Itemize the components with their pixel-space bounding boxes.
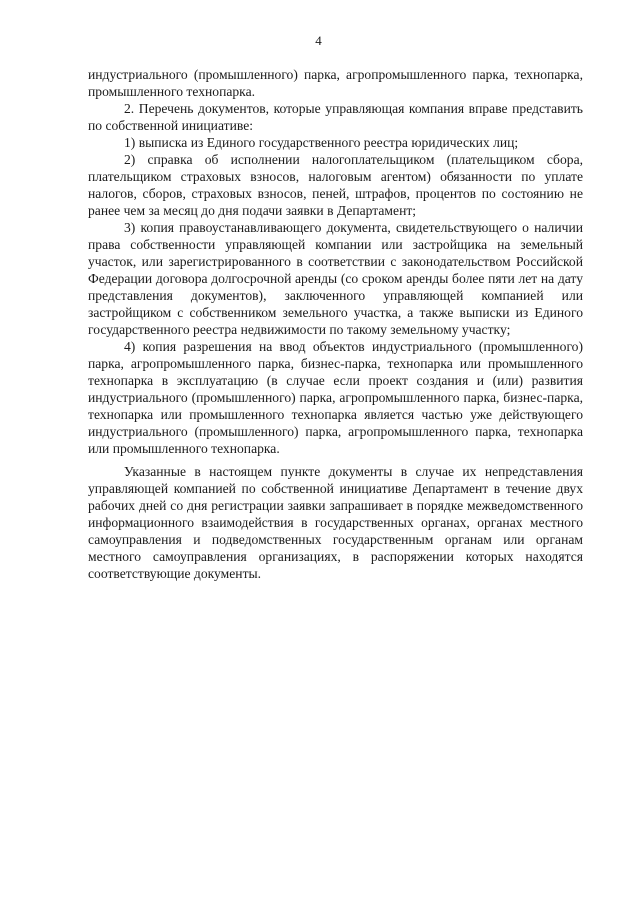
paragraph-item-2-heading: 2. Перечень документов, которые управляющая компания вправе представить по собственной инициативе: — [88, 101, 583, 133]
paragraph-closing-note: Указанные в настоящем пункте документы в случае их непредставления управляющей компанией по собственной инициативе Департамент в течение двух рабочих дней со дня регистрации заявки запрашивает в порядке межведомственного информационного взаимодействия в государственных органах, органах местного самоуправления и подведомственных государственным органам или органам местного самоуправления организациях, в распоряжении которых находятся соответствующие документы. — [88, 464, 583, 581]
page-number: 4 — [315, 33, 322, 48]
paragraph-continuation: индустриального (промышленного) парка, агропромышленного парка, технопарка, промышленного технопарка. — [88, 67, 583, 99]
paragraph-subitem-4: 4) копия разрешения на ввод объектов индустриального (промышленного) парка, агропромышленного парка, бизнес-парка, технопарка или промышленного технопарка в эксплуатацию (в случае если проект создания и (или) развития индустриального (промышленного) парка, агропромышленного парка, бизнес-парка, технопарка или промышленного технопарка является частью уже действующего индустриального (промышленного) парка, агропромышленного парка, технопарка или промышленного технопарка. — [88, 339, 583, 456]
document-body — [88, 66, 583, 582]
paragraph-subitem-2: 2) справка об исполнении налогоплательщиком (плательщиком сбора, плательщиком страховых взносов, налоговым агентом) обязанности по уплате налогов, сборов, страховых взносов, пеней, штрафов, процентов по состоянию не ранее чем за месяц до дня подачи заявки в Департамент; — [88, 152, 583, 218]
paragraph-subitem-1: 1) выписка из Единого государственного реестра юридических лиц; — [124, 135, 519, 150]
paragraph-subitem-3: 3) копия правоустанавливающего документа, свидетельствующего о наличии права собственности управляющей компании или застройщика на земельный участок, или зарегистрированного в соответствии с законодательством Российской Федерации договора долгосрочной аренды (со сроком аренды более пяти лет на дату представления документов), заключенного управляющей компанией или застройщиком с собственником земельного участка, а также выписки из Единого государственного реестра недвижимости по такому земельному участку; — [88, 220, 583, 337]
